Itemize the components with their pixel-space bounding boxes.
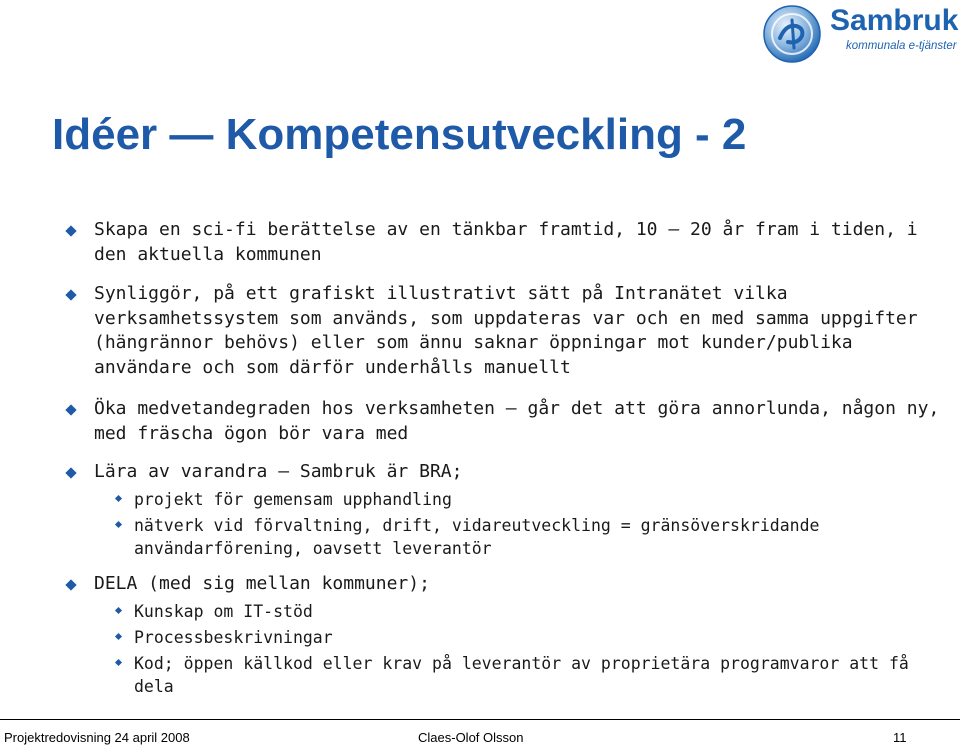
bullet-marker <box>65 289 76 300</box>
sub-bullet-marker <box>115 633 122 640</box>
slide-title: Idéer — Kompetensutveckling - 2 <box>52 110 747 159</box>
bullet-item-1: Skapa en sci-fi berättelse av en tänkbar framtid, 10 — 20 år fram i tiden, i den aktuella kommunen <box>94 219 918 265</box>
logo-wordmark: Sambruk <box>830 4 959 37</box>
sub-bullet-marker <box>115 607 122 614</box>
bullet-item-4: Lära av varandra — Sambruk är BRA; <box>94 461 463 482</box>
footer-divider <box>0 719 960 720</box>
bullet-item-5: DELA (med sig mellan kommuner); <box>94 573 430 594</box>
logo-tagline: kommunala e-tjänster <box>846 40 957 52</box>
sub-bullet-item: Kod; öppen källkod eller krav på leverantör av proprietära programvaror att få dela <box>134 654 909 696</box>
footer-presentation-info: Projektredovisning 24 april 2008 <box>4 730 190 745</box>
sub-bullet-item: nätverk vid förvaltning, drift, vidareutveckling = gränsöverskridande användarförening, oavsett leverantör <box>134 516 820 558</box>
footer-author: Claes-Olof Olsson <box>418 730 524 745</box>
bullet-marker <box>65 404 76 415</box>
bullet-item-2: Synliggör, på ett grafiskt illustrativt sätt på Intranätet vilka verksamhetssystem som används, som uppdateras var och en med samma uppgifter (hängrännor behövs) eller som ännu saknar öppningar mot kunder/publika användare och som därför underhålls manuellt <box>94 283 918 378</box>
bullet-marker <box>65 467 76 478</box>
footer-page-number: 11 <box>893 730 907 745</box>
sub-bullet-marker <box>115 659 122 666</box>
sub-bullet-item: projekt för gemensam upphandling <box>134 490 452 509</box>
sub-bullet-marker <box>115 495 122 502</box>
bullet-marker <box>65 579 76 590</box>
sub-bullet-item: Kunskap om IT-stöd <box>134 602 313 621</box>
sub-bullet-marker <box>115 521 122 528</box>
sub-bullet-item: Processbeskrivningar <box>134 628 333 647</box>
bullet-marker <box>65 225 76 236</box>
bullet-item-3: Öka medvetandegraden hos verksamheten — går det att göra annorlunda, någon ny, med fräscha ögon bör vara med <box>94 398 940 444</box>
